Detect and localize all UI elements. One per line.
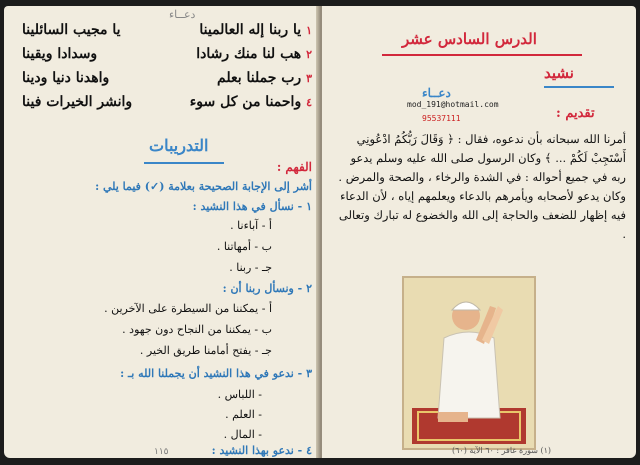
question-1: ١ - نسأل في هذا النشيد :: [192, 200, 312, 213]
question-2: ٢ - ونسأل ربنا أن :: [222, 282, 312, 295]
watermark-email: mod_191@hotmail.com: [407, 100, 499, 109]
q3-option-b[interactable]: - العلم .: [225, 408, 262, 421]
section-underline: [544, 86, 614, 88]
verse-first-half: هب لنا منك رشادا: [196, 46, 302, 62]
left-page: [4, 6, 320, 458]
verse-row-4: [190, 94, 312, 110]
verse-row-3: [217, 70, 312, 86]
praying-boy-illustration: [402, 276, 536, 450]
verse-first-half: يا ربنا إله العالمينا: [199, 22, 302, 38]
watermark-phone: 95537111: [422, 114, 461, 123]
q1-option-b[interactable]: ب - أمهاتنا .: [216, 240, 272, 253]
intro-paragraph: أمرنا الله سبحانه بأن ندعوه، فقال : ﴿ وَقَالَ رَبُّكُمُ ادْعُونِي أَسْتَجِبْ لَكُمْ ... ﴾ وكان الرسول صلى الله عليه وسلم يدعو ربه في جميع أحواله : في الشدة والرخاء ، والصحة والمرض . وكان يدعو لأصحابه ويأمرهم بالدعاء ويعلمهم إياه ، لأن الدعاء فيه إظهار للضعف والحاجة إلى الله والخضوع له تبارك وتعالى .: [338, 132, 626, 241]
right-page: [322, 6, 636, 458]
poem-title: دعــاء: [169, 8, 196, 21]
verse-number: ٣: [306, 72, 312, 85]
q1-option-c[interactable]: جـ - ربنا .: [229, 261, 272, 274]
verse-second-half: وسدادا ويقينا: [22, 46, 98, 62]
page-number: ١١٥: [154, 447, 169, 457]
understanding-label: الفهم :: [276, 160, 312, 174]
poem-name: دعــاء: [422, 86, 451, 100]
verse-second-half: يا مجيب السائلينا: [22, 22, 121, 38]
q2-option-b[interactable]: ب - يمكننا من النجاح دون جهود .: [122, 323, 272, 336]
q2-option-a[interactable]: أ - يمكننا من السيطرة على الآخرين .: [104, 302, 272, 315]
exercises-title: التدريبات: [149, 136, 209, 155]
praying-boy-drawing: [404, 278, 534, 448]
verse-number: ٤: [306, 96, 312, 109]
verse-row-1: [199, 22, 312, 38]
intro-label: تقديم :: [556, 106, 595, 121]
q3-option-c[interactable]: - المال .: [223, 428, 262, 441]
verse-second-half: وانشر الخيرات فينا: [22, 94, 133, 110]
q1-option-a[interactable]: أ - آباءنا .: [230, 219, 272, 232]
exercises-underline: [144, 162, 224, 164]
q3-option-a[interactable]: - اللباس .: [217, 388, 262, 401]
verse-first-half: رب جملنا بعلم: [217, 70, 302, 86]
verse-number: ٢: [306, 48, 312, 61]
verse-number: ١: [306, 24, 312, 37]
verse-row-2: [196, 46, 312, 62]
footnote: (١) سورة غافر : ٦٠ الآية (٦٠): [452, 446, 551, 455]
lesson-title: الدرس السادس عشر: [402, 30, 537, 48]
section-label: نشيد: [544, 64, 574, 82]
instruction-text: أشر إلى الإجابة الصحيحة بعلامة (✓) فيما يلي :: [95, 180, 312, 193]
lesson-title-underline: [382, 54, 582, 56]
verse-second-half: واهدنا دنيا ودينا: [22, 70, 110, 86]
verse-first-half: واحمنا من كل سوء: [189, 94, 302, 110]
q2-option-c[interactable]: جـ - يفتح أمامنا طريق الخير .: [139, 344, 272, 357]
question-3: ٣ - ندعو في هذا النشيد أن يجملنا الله بـ :: [120, 367, 312, 380]
question-4: ٤ - ندعو بهذا النشيد :: [211, 444, 312, 457]
